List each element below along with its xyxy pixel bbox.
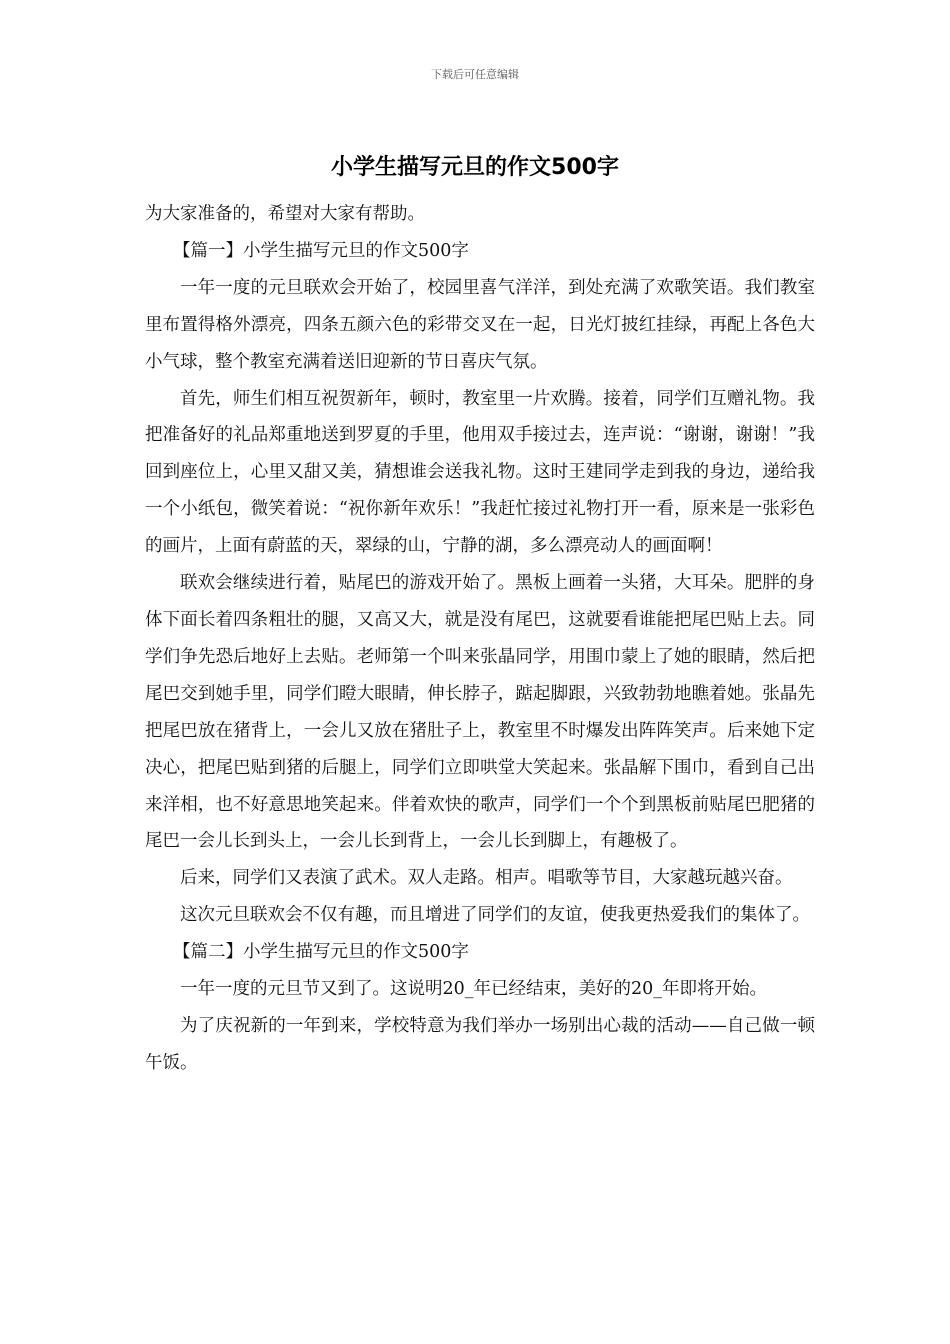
paragraph: 一年一度的元旦节又到了。这说明20_年已经结束，美好的20_年即将开始。 — [180, 979, 768, 1000]
document-body — [145, 196, 815, 1082]
section-heading: 【篇二】小学生描写元旦的作文500字 — [173, 942, 469, 963]
section-heading: 【篇一】小学生描写元旦的作文500字 — [173, 240, 469, 261]
paragraph: 首先，师生们相互祝贺新年，顿时，教室里一片欢腾。接着，同学们互赠礼物。我把准备好的礼品郑重地送到罗夏的手里，他用双手接过去，连声说：“谢谢，谢谢！”我回到座位上，心里又甜又美，猜想谁会送我礼物。这时王建同学走到我的身边，递给我一个小纸包，微笑着说：“祝你新年欢乐！”我赶忙接过礼物打开一看，原来是一张彩色的画片，上面有蔚蓝的天，翠绿的山，宁静的湖，多么漂亮动人的画面啊！ — [145, 388, 815, 557]
document-title: 小学生描写元旦的作文500字 — [331, 155, 619, 180]
paragraph: 一年一度的元旦联欢会开始了，校园里喜气洋洋，到处充满了欢歌笑语。我们教室里布置得格外漂亮，四条五颜六色的彩带交叉在一起，日光灯披红挂绿，再配上各色大小气球，整个教室充满着送旧迎新的节日喜庆气氛。 — [145, 277, 815, 372]
paragraph: 为了庆祝新的一年到来，学校特意为我们举办一场别出心裁的活动——自己做一顿午饭。 — [145, 1015, 815, 1073]
paragraph: 这次元旦联欢会不仅有趣，而且增进了同学们的友谊，使我更热爱我们的集体了。 — [180, 905, 810, 926]
intro-paragraph: 为大家准备的，希望对大家有帮助。 — [145, 204, 425, 224]
paragraph: 后来，同学们又表演了武术。双人走路。相声。唱歌等节目，大家越玩越兴奋。 — [180, 868, 793, 889]
header-note: 下载后可任意编辑 — [431, 68, 519, 81]
paragraph: 联欢会继续进行着，贴尾巴的游戏开始了。黑板上画着一头猪，大耳朵。肥胖的身体下面长着四条粗壮的腿，又高又大，就是没有尾巴，这就要看谁能把尾巴贴上去。同学们争先恐后地好上去贴。老师第一个叫来张晶同学，用围巾蒙上了她的眼睛，然后把尾巴交到她手里，同学们瞪大眼睛，伸长脖子，踮起脚跟，兴致勃勃地瞧着她。张晶先把尾巴放在猪背上，一会儿又放在猪肚子上，教室里不时爆发出阵阵笑声。后来她下定决心，把尾巴贴到猪的后腿上，同学们立即哄堂大笑起来。张晶解下围巾，看到自己出来洋相，也不好意思地笑起来。伴着欢快的歌声，同学们一个个到黑板前贴尾巴肥猪的尾巴一会儿长到头上，一会儿长到背上，一会儿长到脚上，有趣极了。 — [145, 573, 815, 852]
